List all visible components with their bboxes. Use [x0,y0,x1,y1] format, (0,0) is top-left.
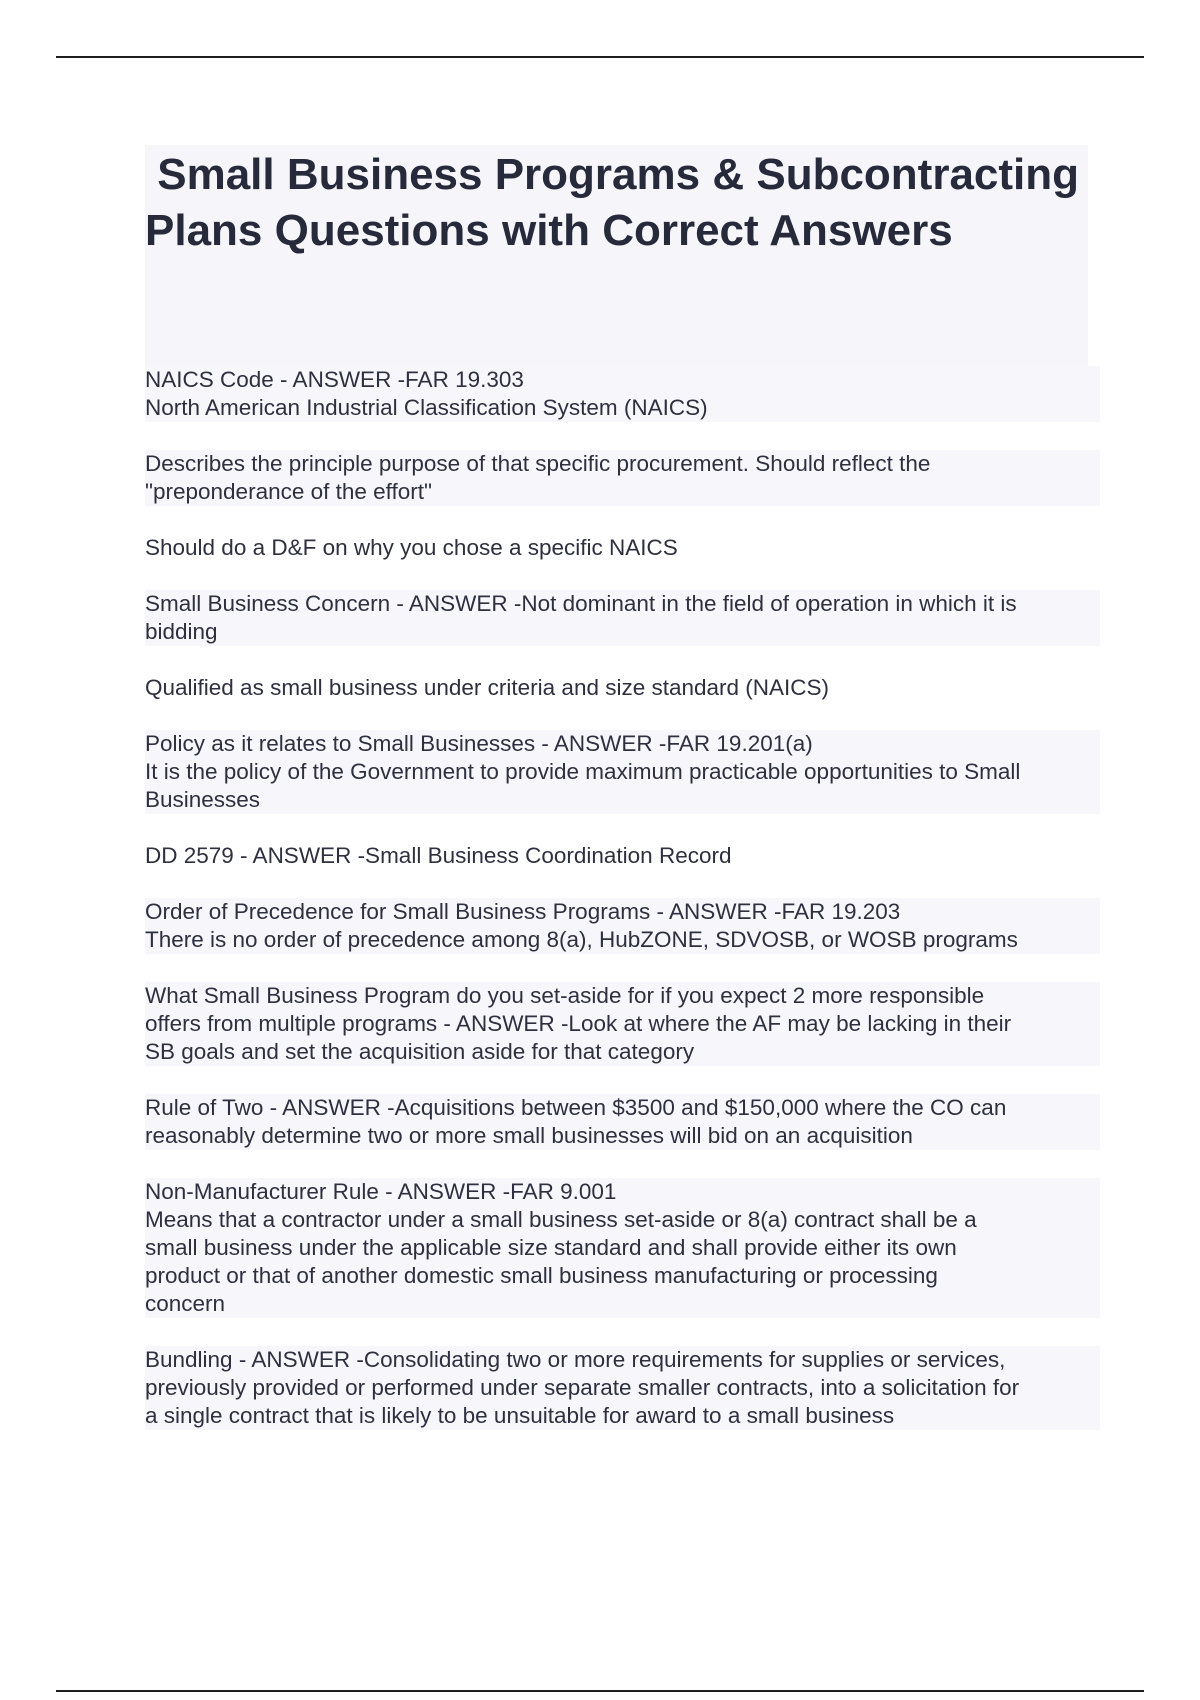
document-body [145,366,1100,1458]
qa-paragraph [145,590,1100,646]
text-line: Non-Manufacturer Rule - ANSWER -FAR 9.001 [145,1178,1100,1206]
qa-paragraph [145,898,1100,954]
qa-paragraph [145,1094,1100,1150]
bottom-rule [56,1690,1144,1692]
text-line: Policy as it relates to Small Businesses - ANSWER -FAR 19.201(a) [145,730,1100,758]
text-line: bidding [145,618,1100,646]
qa-paragraph [145,450,1100,506]
text-line: SB goals and set the acquisition aside for that category [145,1038,1100,1066]
text-line: Means that a contractor under a small business set-aside or 8(a) contract shall be a [145,1206,1100,1234]
qa-paragraph [145,366,1100,422]
text-line: There is no order of precedence among 8(a), HubZONE, SDVOSB, or WOSB programs [145,926,1100,954]
text-line: Businesses [145,786,1100,814]
text-line: offers from multiple programs - ANSWER -Look at where the AF may be lacking in their [145,1010,1100,1038]
text-line: Describes the principle purpose of that specific procurement. Should reflect the [145,450,1100,478]
text-line: Qualified as small business under criteria and size standard (NAICS) [145,675,830,700]
qa-paragraph [145,1346,1100,1430]
title-block [145,145,1092,367]
text-line: product or that of another domestic small business manufacturing or processing [145,1262,1100,1290]
qa-paragraph [145,674,1100,702]
text-line: What Small Business Program do you set-aside for if you expect 2 more responsible [145,982,1100,1010]
qa-paragraph [145,534,1100,562]
text-line: reasonably determine two or more small businesses will bid on an acquisition [145,1122,1100,1150]
text-line: Should do a D&F on why you chose a specific NAICS [145,535,678,560]
text-line: Bundling - ANSWER -Consolidating two or more requirements for supplies or services, [145,1346,1100,1374]
text-line: It is the policy of the Government to provide maximum practicable opportunities to Small [145,758,1100,786]
text-line: NAICS Code - ANSWER -FAR 19.303 [145,366,1100,394]
qa-paragraph [145,730,1100,814]
qa-paragraph [145,842,1100,870]
text-line: Rule of Two - ANSWER -Acquisitions between $3500 and $150,000 where the CO can [145,1094,1100,1122]
document-title: Small Business Programs & Subcontracting Plans Questions with Correct Answers [145,150,1092,255]
text-line: Order of Precedence for Small Business Programs - ANSWER -FAR 19.203 [145,898,1100,926]
text-line: previously provided or performed under separate smaller contracts, into a solicitation for [145,1374,1100,1402]
text-line: concern [145,1290,1100,1318]
text-line: small business under the applicable size standard and shall provide either its own [145,1234,1100,1262]
text-line: Small Business Concern - ANSWER -Not dominant in the field of operation in which it is [145,590,1100,618]
text-line: a single contract that is likely to be unsuitable for award to a small business [145,1402,1100,1430]
text-line: "preponderance of the effort" [145,478,1100,506]
text-line: DD 2579 - ANSWER -Small Business Coordination Record [145,843,732,868]
qa-paragraph [145,1178,1100,1318]
text-line: North American Industrial Classification System (NAICS) [145,394,1100,422]
qa-paragraph [145,982,1100,1066]
top-rule [56,56,1144,58]
